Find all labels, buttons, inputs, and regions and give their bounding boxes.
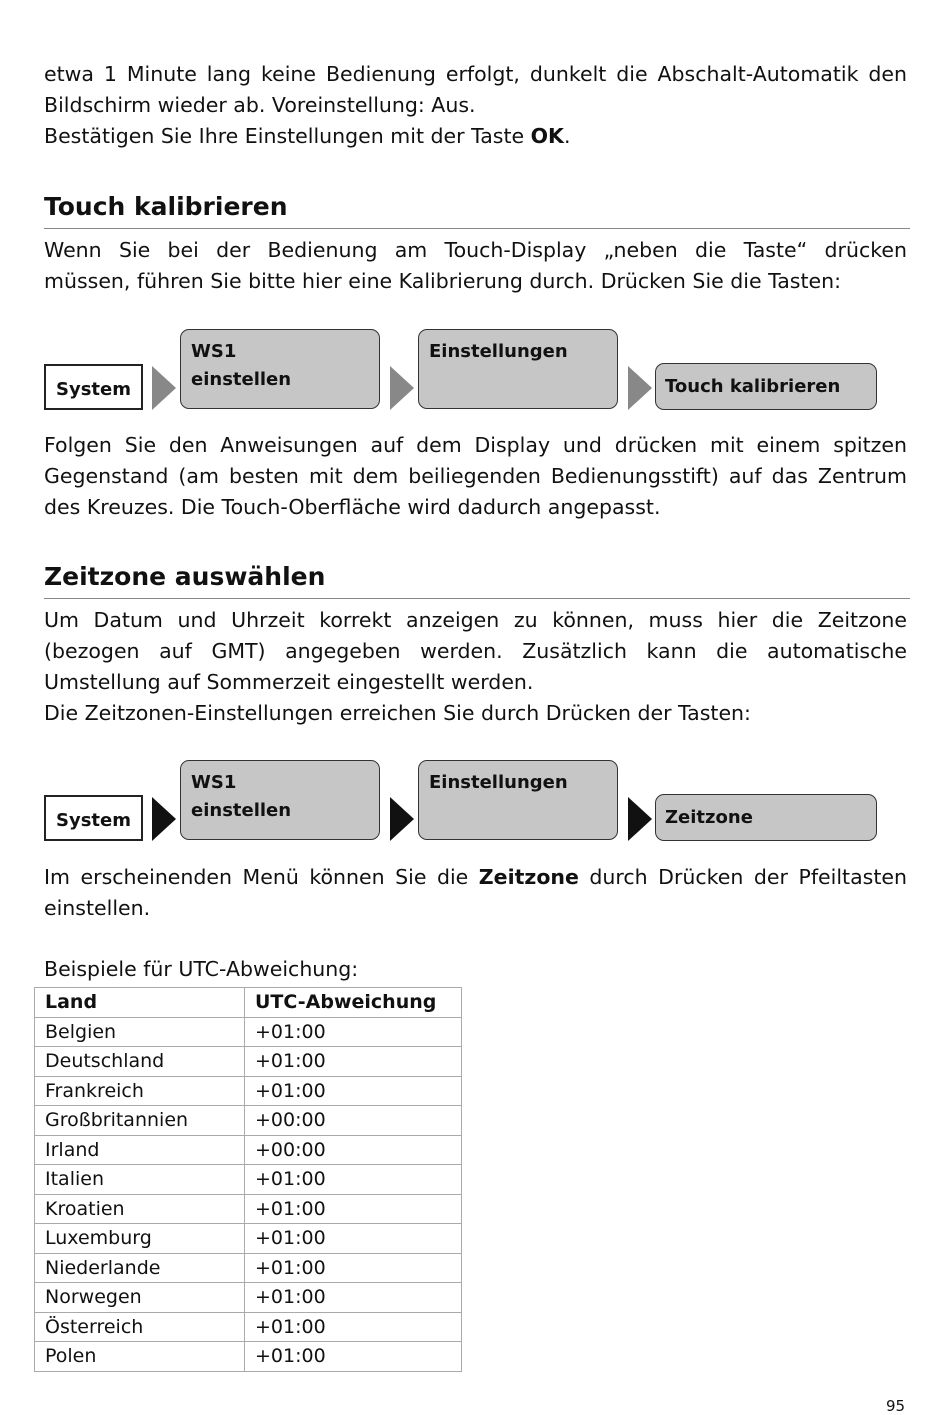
intro-line-2: Bildschirm wieder ab. Voreinstellung: Aus. [44,93,476,117]
zeitzone-menu-suffix: durch Drücken der Pfeiltasten [578,865,907,889]
table-row [35,1076,462,1106]
country-cell: Polen [35,1342,245,1372]
table-row [35,1047,462,1077]
table-row [35,1135,462,1165]
utc-offset-cell: +00:00 [245,1135,462,1165]
zeitzone-intro-line-2: (bezogen auf GMT) angegeben werden. Zusätzlich kann die automatische [44,639,907,663]
zeitzone-bold-term: Zeitzone [478,865,579,889]
system-button[interactable]: System [44,364,143,410]
zeitzone-button[interactable]: Zeitzone [655,794,877,841]
utc-offset-cell: +01:00 [245,1194,462,1224]
utc-offset-cell: +01:00 [245,1017,462,1047]
ws1-label: WS1 [191,772,237,793]
arrow-right-icon [151,797,177,841]
country-cell: Irland [35,1135,245,1165]
table-row [35,1194,462,1224]
intro-line-3 [44,121,907,152]
zeitzone-menu-text: Im erscheinenden Menü können Sie die [44,865,479,889]
table-row [35,1017,462,1047]
touch-instructions-paragraph [44,430,907,523]
table-row [35,1106,462,1136]
utc-offset-cell: +01:00 [245,1342,462,1372]
table-row [35,1165,462,1195]
heading-touch-kalibrieren: Touch kalibrieren [44,192,910,229]
arrow-right-icon [151,366,177,410]
utc-offset-cell: +01:00 [245,1047,462,1077]
ws1-einstellen-button[interactable] [180,760,380,840]
table-header-row [35,988,462,1018]
einstellen-label: einstellen [191,369,292,390]
touch-button-sequence [0,329,950,419]
zeitzone-intro-paragraph [44,605,907,729]
ws1-label: WS1 [191,341,237,362]
zeitzone-intro-line-3: Umstellung auf Sommerzeit eingestellt werden. [44,670,534,694]
country-cell: Deutschland [35,1047,245,1077]
ok-key-label: OK [530,124,564,148]
utc-offset-cell: +01:00 [245,1312,462,1342]
table-row [35,1224,462,1254]
country-cell: Kroatien [35,1194,245,1224]
einstellungen-button[interactable]: Einstellungen [418,329,618,409]
arrow-right-icon [389,366,415,410]
intro-line-3-suffix: . [563,124,571,148]
country-cell: Norwegen [35,1283,245,1313]
zeitzone-menu-line-1 [44,862,907,893]
ws1-einstellen-button[interactable] [180,329,380,409]
touch-instr-line-2: Gegenstand (am besten mit dem beiliegenden Bedienungsstift) auf das Zentrum [44,464,907,488]
arrow-right-icon [389,797,415,841]
einstellen-label: einstellen [191,800,292,821]
country-cell: Niederlande [35,1253,245,1283]
zeitzone-intro-line-4: Die Zeitzonen-Einstellungen erreichen Sie durch Drücken der Tasten: [44,701,751,725]
country-cell: Luxemburg [35,1224,245,1254]
table-row [35,1312,462,1342]
intro-paragraph [44,59,907,152]
arrow-right-icon [627,797,653,841]
zeitzone-menu-line-2: einstellen. [44,896,151,920]
touch-intro-line-1: Wenn Sie bei der Bedienung am Touch-Display „neben die Taste“ drücken [44,238,907,262]
utc-offset-cell: +01:00 [245,1224,462,1254]
utc-offset-cell: +01:00 [245,1165,462,1195]
utc-table-body [35,1017,462,1371]
page-number: 95 [886,1397,906,1415]
country-cell: Italien [35,1165,245,1195]
arrow-right-icon [627,366,653,410]
touch-intro-paragraph [44,235,907,297]
touch-kalibrieren-button[interactable]: Touch kalibrieren [655,363,877,410]
utc-offset-cell: +01:00 [245,1253,462,1283]
system-button[interactable]: System [44,795,143,841]
country-cell: Österreich [35,1312,245,1342]
zeitzone-button-sequence [0,760,950,850]
table-caption: Beispiele für UTC-Abweichung: [44,957,359,981]
country-cell: Frankreich [35,1076,245,1106]
touch-instr-line-3: des Kreuzes. Die Touch-Oberfläche wird dadurch angepasst. [44,495,661,519]
table-row [35,1253,462,1283]
intro-line-1: etwa 1 Minute lang keine Bedienung erfolgt, dunkelt die Abschalt-Automatik den [44,62,907,86]
country-cell: Belgien [35,1017,245,1047]
touch-intro-line-2: müssen, führen Sie bitte hier eine Kalibrierung durch. Drücken Sie die Tasten: [44,269,842,293]
utc-offset-cell: +01:00 [245,1076,462,1106]
zeitzone-intro-line-1: Um Datum und Uhrzeit korrekt anzeigen zu können, muss hier die Zeitzone [44,608,907,632]
country-cell: Großbritannien [35,1106,245,1136]
intro-line-3-text: Bestätigen Sie Ihre Einstellungen mit der Taste [44,124,531,148]
utc-offset-cell: +01:00 [245,1283,462,1313]
utc-offset-cell: +00:00 [245,1106,462,1136]
einstellungen-button[interactable]: Einstellungen [418,760,618,840]
column-header-land: Land [35,988,245,1018]
utc-offset-table [34,987,462,1372]
zeitzone-menu-paragraph [44,862,907,924]
heading-zeitzone-auswaehlen: Zeitzone auswählen [44,562,910,599]
table-row [35,1342,462,1372]
touch-instr-line-1: Folgen Sie den Anweisungen auf dem Display und drücken mit einem spitzen [44,433,907,457]
column-header-utc: UTC-Abweichung [245,988,462,1018]
table-row [35,1283,462,1313]
